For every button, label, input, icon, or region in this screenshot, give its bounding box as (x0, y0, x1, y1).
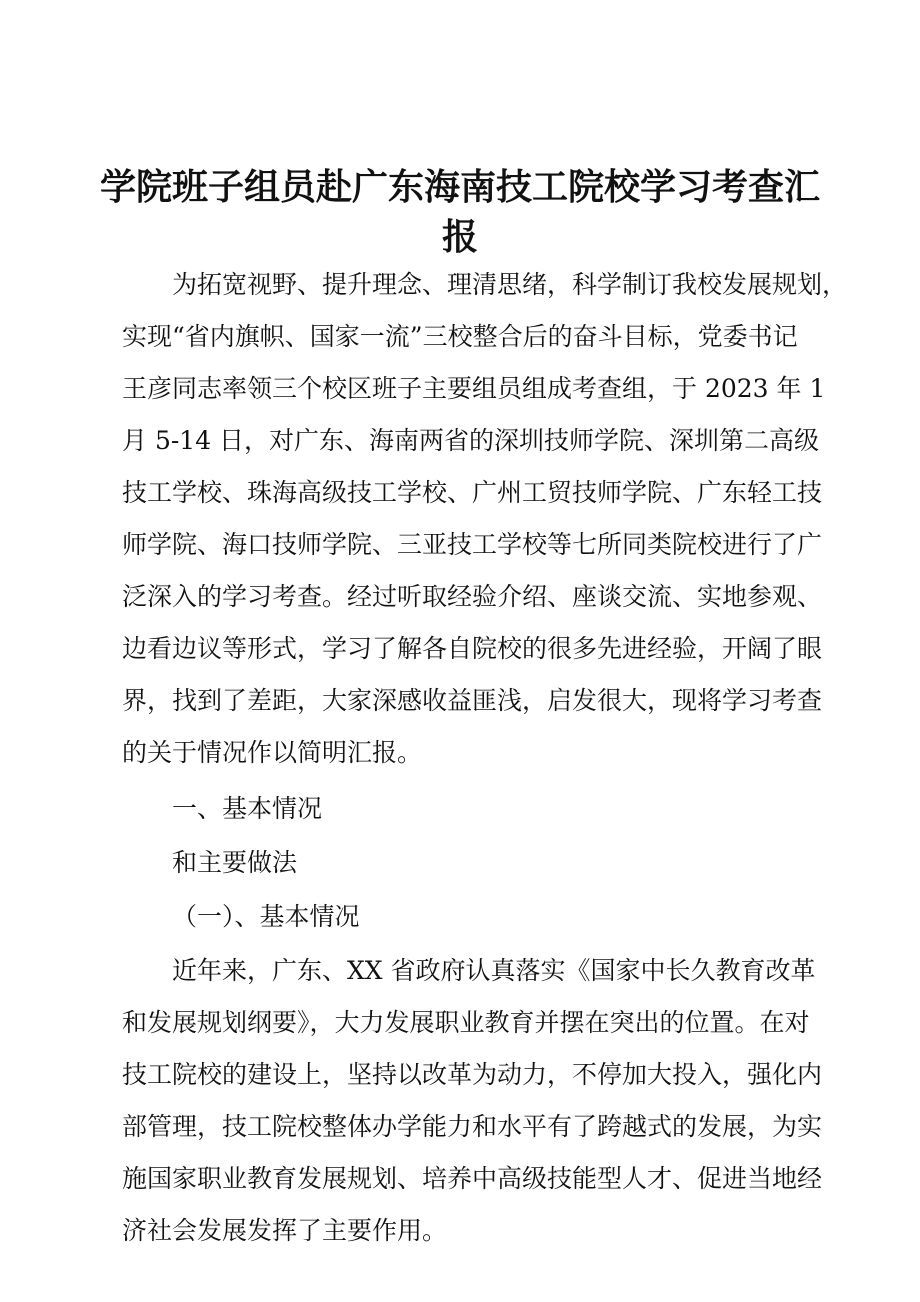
paragraph-line-3: 王彦同志率领三个校区班子主要组员组成考查组，于 2023 年 1 (122, 374, 826, 403)
paragraph-line-9: 界，找到了差距，大家深感收益匪浅，启发很大，现将学习考查 (122, 686, 823, 715)
subsection-heading-1: （一）、基本情况 (172, 902, 360, 931)
paragraph-2-line-6: 济社会发展发挥了主要作用。 (122, 1216, 448, 1245)
paragraph-2-line-1: 近年来，广东、XX 省政府认真落实《国家中长久教育改革 (172, 956, 816, 985)
paragraph-line-2: 实现“省内旗帜、国家一流”三校整合后的奋斗目标，党委书记 (122, 322, 798, 351)
paragraph-2-line-4: 部管理，技工院校整体办学能力和水平有了跨越式的发展，为实 (122, 1112, 823, 1141)
paragraph-line-6: 师学院、海口技师学院、三亚技工学校等七所同类院校进行了广 (122, 530, 823, 559)
paragraph-line-4: 月 5-14 日，对广东、海南两省的深圳技师学院、深圳第二高级 (122, 426, 820, 455)
section-heading-1-continued: 和主要做法 (172, 848, 298, 877)
paragraph-line-7: 泛深入的学习考查。经过听取经验介绍、座谈交流、实地参观、 (122, 582, 823, 611)
paragraph-line-8: 边看边议等形式，学习了解各自院校的很多先进经验，开阔了眼 (122, 634, 823, 663)
paragraph-2-line-3: 技工院校的建设上，坚持以改革为动力，不停加大投入，强化内 (122, 1060, 823, 1089)
document-title-line-1: 学院班子组员赴广东海南技工院校学习考查汇 (100, 166, 821, 208)
paragraph-2-line-5: 施国家职业教育发展规划、培养中高级技能型人才、促进当地经 (122, 1164, 823, 1193)
document-title-line-2: 报 (441, 216, 478, 258)
paragraph-line-10: 的关于情况作以简明汇报。 (122, 738, 423, 767)
paragraph-2-line-2: 和发展规划纲要》，大力发展职业教育并摆在突出的位置。在对 (122, 1008, 810, 1037)
paragraph-line-1: 为拓宽视野、提升理念、理清思绪，科学制订我校发展规划， (172, 270, 848, 299)
paragraph-line-5: 技工学校、珠海高级技工学校、广州工贸技师学院、广东轻工技 (122, 478, 823, 507)
section-heading-1: 一、基本情况 (172, 794, 323, 823)
